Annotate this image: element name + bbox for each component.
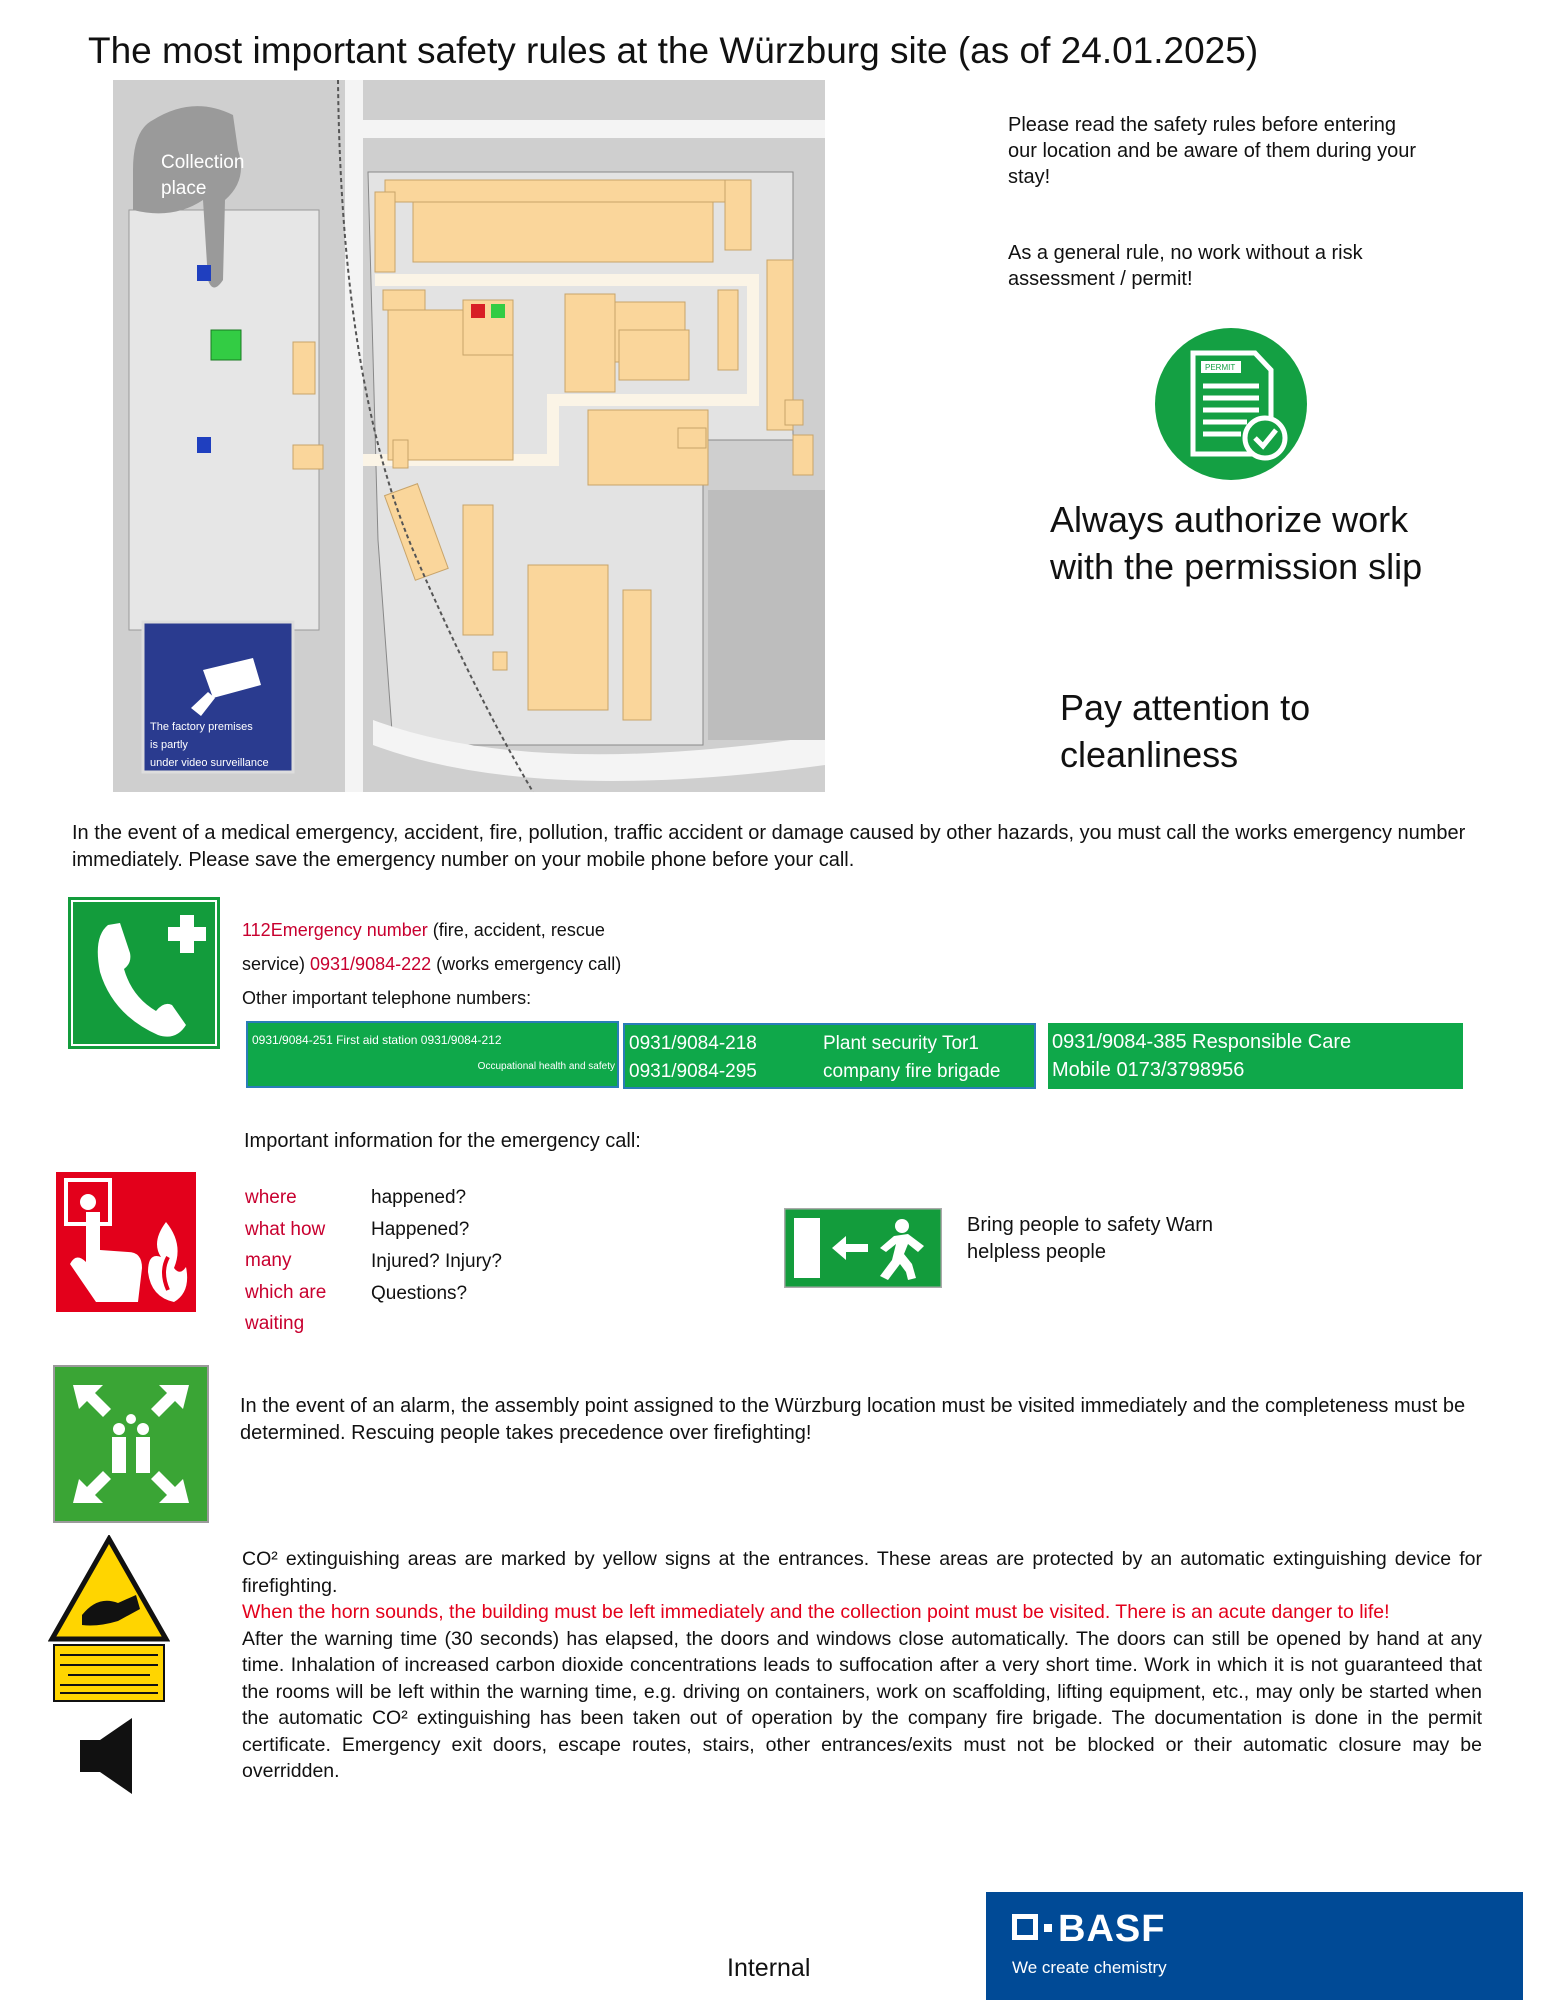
page-title: The most important safety rules at the Würzburg site (as of 24.01.2025) [88,30,1259,71]
emergency-call-title: Important information for the emergency call: [244,1130,641,1152]
emergency-exit-icon [784,1208,942,1288]
phone-box-first-aid [246,1021,619,1088]
cleanliness-text: Pay attention to cleanliness [1060,687,1311,775]
basf-wordmark: BASF [1058,1908,1166,1950]
co2-info-text [242,1546,1482,1785]
co2-warning-icon [48,1535,170,1705]
security-number-2: 0931/9084-295 [629,1061,757,1082]
emergency-112-desc: (fire, accident, rescue service) [242,920,605,974]
fire-brigade-label: company fire brigade [823,1061,1001,1082]
authorize-text: Always authorize work with the permission slip [1050,499,1423,587]
occupational-health-label: Occupational health and safety [477,1061,615,1072]
assembly-point-icon [53,1365,209,1523]
collection-place-label [161,150,244,202]
horn-speaker-icon [78,1716,138,1796]
question-many: many [245,1250,292,1271]
security-number-1: 0931/9084-218 [629,1033,757,1054]
basf-dot-icon [1044,1924,1052,1932]
alarm-text: In the event of an alarm, the assembly point assigned to the Würzburg location must be visited immediately and the completeness must be determined. Rescuing people takes precedence over firefighting! [240,1395,1466,1444]
answer-happened-2: Happened? [371,1219,470,1240]
plant-security-label: Plant security Tor1 [823,1033,979,1054]
emergency-questions-col1 [245,1182,326,1340]
video-surveillance-label [150,718,269,772]
emergency-intro-text: In the event of a medical emergency, accident, fire, pollution, traffic accident or damage caused by other hazards, you must call the works emergency number immediately. Please save the emergency number on your mobile phone before your call. [72,822,1466,871]
works-emergency-desc: (works emergency call) Other important telephone numbers: [242,954,622,1008]
surveillance-line2: is partly [150,739,188,751]
responsible-care-number: 0931/9084-385 Responsible Care [1052,1031,1352,1053]
phone-box-security [623,1023,1036,1089]
works-emergency-number: 0931/9084-222 [310,954,432,974]
collection-label-line2: place [161,178,207,199]
site-map [113,80,825,792]
surveillance-line3: under video surveillance [150,757,269,769]
intro-text: Please read the safety rules before entering our location and be aware of them during your stay! [1008,114,1417,188]
emergency-questions-col2 [371,1182,502,1310]
general-rule-text: As a general rule, no work without a risk assessment / permit! [1008,242,1363,290]
permit-icon [1155,328,1307,480]
phone-numbers-text [242,913,662,1015]
mobile-number: Mobile 0173/3798956 [1052,1059,1245,1081]
phone-box-responsible-care [1048,1023,1463,1089]
emergency-112: 112Emergency number [242,920,428,940]
surveillance-line1: The factory premises [150,721,253,733]
collection-label-line1: Collection [161,152,245,173]
first-aid-numbers: 0931/9084-251 First aid station 0931/9084-212 [252,1033,502,1047]
basf-square-icon [1012,1914,1038,1940]
question-what-how: what how [245,1218,326,1240]
emergency-phone-icon [68,897,220,1049]
question-waiting: waiting [245,1313,305,1334]
basf-slogan: We create chemistry [1012,1958,1167,1977]
answer-questions: Questions? [371,1283,468,1304]
bring-to-safety-text: Bring people to safety Warn helpless people [967,1214,1214,1263]
co2-paragraph-3: After the warning time (30 seconds) has elapsed, the doors and windows close automatically. The doors can still be opened by hand at any time. Inhalation of increased carbon dioxide concentrations leads to suffocation after a very short time. Work in which it is not guaranteed that the rooms will be left within the warning time, e.g. driving on containers, work on scaffolding, lifting equipment, etc., may only be started when the automatic CO² extinguishing has been taken out of operation by the company fire brigade. The documentation is done in the permit certificate. Emergency exit doors, escape routes, stairs, other entrances/exits must not be blocked or their automatic closure may be overridden. [242,1627,1482,1782]
answer-happened-1: happened? [371,1187,467,1208]
fire-alarm-icon [56,1172,196,1312]
permit-icon-text: PERMIT [1205,363,1236,372]
co2-paragraph-1: CO² extinguishing areas are marked by yellow signs at the entrances. These areas are protected by an automatic extinguishing device for firefighting. [242,1548,1482,1597]
basf-logo [986,1892,1523,2000]
co2-paragraph-warning: When the horn sounds, the building must be left immediately and the collection point must be visited. There is an acute danger to life! [242,1601,1390,1623]
question-which-are: which are [245,1281,327,1303]
classification-label: Internal [727,1954,811,1982]
question-where: where [245,1187,297,1208]
answer-injured: Injured? Injury? [371,1251,502,1272]
